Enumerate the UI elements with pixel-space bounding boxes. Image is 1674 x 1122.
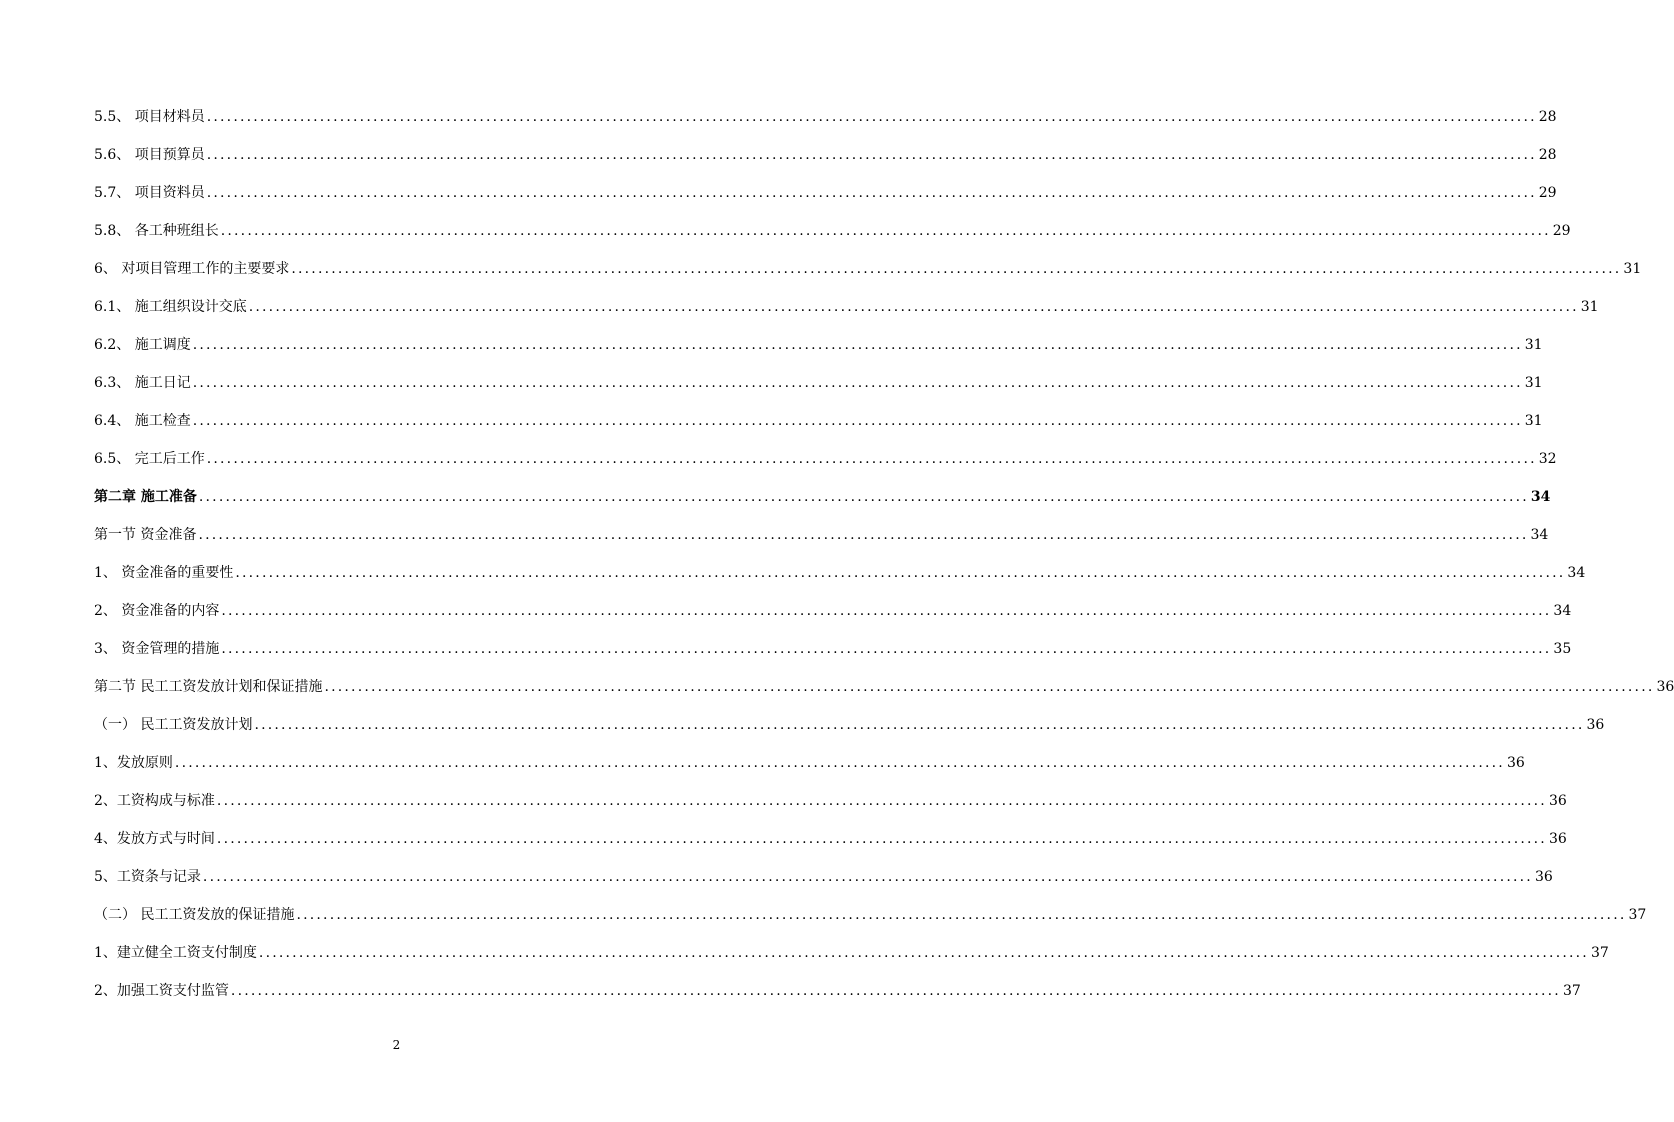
toc-page-number: 36 <box>1506 755 1525 771</box>
toc-chapter-entry[interactable] <box>94 478 1551 516</box>
toc-entry[interactable] <box>94 136 1557 174</box>
toc-entry-label: 5.5、 项目材料员 <box>94 109 205 125</box>
toc-entry-label: 6、 对项目管理工作的主要要求 <box>94 261 290 277</box>
toc-entry-label: 5.8、 各工种班组长 <box>94 223 219 239</box>
toc-page-number: 36 <box>1534 869 1553 885</box>
dot-leader: ........................................................................................................................................................................................................ <box>202 869 1533 885</box>
dot-leader: ........................................................................................................................................................................................................ <box>216 831 1547 847</box>
toc-entry-label: （一） 民工工资发放计划 <box>94 717 253 733</box>
dot-leader: ........................................................................................................................................................................................................ <box>324 679 1655 695</box>
toc-entry-label: 第二章 施工准备 <box>94 489 197 505</box>
dot-leader: ........................................................................................................................................................................................................ <box>198 489 1529 505</box>
dot-leader: ........................................................................................................................................................................................................ <box>198 527 1529 543</box>
toc-entry-label: 3、 资金管理的措施 <box>94 641 220 657</box>
toc-entry[interactable] <box>94 858 1553 896</box>
toc-entry-label: 2、工资构成与标准 <box>94 793 215 809</box>
toc-entry[interactable] <box>94 782 1567 820</box>
dot-leader: ........................................................................................................................................................................................................ <box>235 565 1566 581</box>
toc-entry[interactable] <box>94 212 1571 250</box>
toc-page-number: 36 <box>1548 831 1567 847</box>
dot-leader: ........................................................................................................................................................................................................ <box>291 261 1622 277</box>
toc-page-number: 32 <box>1538 451 1557 467</box>
toc-page-number: 31 <box>1580 299 1599 315</box>
dot-leader: ........................................................................................................................................................................................................ <box>206 147 1537 163</box>
toc-entry[interactable] <box>94 326 1543 364</box>
toc-page-number: 31 <box>1623 261 1642 277</box>
toc-page-number: 34 <box>1530 489 1551 505</box>
dot-leader: ........................................................................................................................................................................................................ <box>192 375 1523 391</box>
toc-entry-label: 6.1、 施工组织设计交底 <box>94 299 247 315</box>
toc-entry[interactable] <box>94 744 1525 782</box>
toc-entry[interactable] <box>94 440 1557 478</box>
toc-entry[interactable] <box>94 174 1557 212</box>
toc-entry[interactable] <box>94 516 1549 554</box>
toc-page-number: 29 <box>1538 185 1557 201</box>
toc-entry-label: 1、 资金准备的重要性 <box>94 565 234 581</box>
toc-entry-label: 5.7、 项目资料员 <box>94 185 205 201</box>
toc-entry-label: 5.6、 项目预算员 <box>94 147 205 163</box>
toc-entry[interactable] <box>94 896 1647 934</box>
toc-entry-label: 第二节 民工工资发放计划和保证措施 <box>94 679 323 695</box>
toc-entry-label: （二） 民工工资发放的保证措施 <box>94 907 295 923</box>
dot-leader: ........................................................................................................................................................................................................ <box>296 907 1627 923</box>
toc-page-number: 34 <box>1530 527 1549 543</box>
dot-leader: ........................................................................................................................................................................................................ <box>192 413 1523 429</box>
page-number: 2 <box>392 1038 401 1052</box>
toc-entry-label: 6.2、 施工调度 <box>94 337 191 353</box>
dot-leader: ........................................................................................................................................................................................................ <box>258 945 1589 961</box>
toc-entry-label: 6.5、 完工后工作 <box>94 451 205 467</box>
dot-leader: ........................................................................................................................................................................................................ <box>221 641 1552 657</box>
toc-entry[interactable] <box>94 554 1586 592</box>
toc-entry[interactable] <box>94 668 1674 706</box>
toc-page-number: 31 <box>1524 375 1543 391</box>
toc-page-number: 35 <box>1553 641 1572 657</box>
dot-leader: ........................................................................................................................................................................................................ <box>206 109 1537 125</box>
toc-entry[interactable] <box>94 592 1572 630</box>
toc-entry-label: 第一节 资金准备 <box>94 527 197 543</box>
toc-page-number: 34 <box>1567 565 1586 581</box>
toc-entry-label: 1、发放原则 <box>94 755 173 771</box>
toc-entry-label: 5、工资条与记录 <box>94 869 201 885</box>
dot-leader: ........................................................................................................................................................................................................ <box>254 717 1585 733</box>
toc-entry[interactable] <box>94 706 1605 744</box>
toc-page-number: 37 <box>1628 907 1647 923</box>
table-of-contents <box>94 98 1674 1010</box>
toc-page-number: 36 <box>1548 793 1567 809</box>
toc-entry[interactable] <box>94 98 1557 136</box>
toc-page-number: 28 <box>1538 147 1557 163</box>
dot-leader: ........................................................................................................................................................................................................ <box>216 793 1547 809</box>
toc-page-number: 36 <box>1586 717 1605 733</box>
dot-leader: ........................................................................................................................................................................................................ <box>206 451 1537 467</box>
toc-page-number: 29 <box>1552 223 1571 239</box>
toc-entry[interactable] <box>94 934 1609 972</box>
toc-page-number: 37 <box>1562 983 1581 999</box>
toc-entry[interactable] <box>94 364 1543 402</box>
toc-entry[interactable] <box>94 288 1599 326</box>
dot-leader: ........................................................................................................................................................................................................ <box>230 983 1561 999</box>
dot-leader: ........................................................................................................................................................................................................ <box>221 603 1552 619</box>
dot-leader: ........................................................................................................................................................................................................ <box>220 223 1551 239</box>
dot-leader: ........................................................................................................................................................................................................ <box>192 337 1523 353</box>
toc-entry-label: 6.3、 施工日记 <box>94 375 191 391</box>
toc-entry-label: 4、发放方式与时间 <box>94 831 215 847</box>
dot-leader: ........................................................................................................................................................................................................ <box>174 755 1505 771</box>
toc-entry[interactable] <box>94 972 1581 1010</box>
toc-page-number: 34 <box>1553 603 1572 619</box>
toc-entry[interactable] <box>94 250 1642 288</box>
toc-entry[interactable] <box>94 402 1543 440</box>
toc-page-number: 37 <box>1590 945 1609 961</box>
dot-leader: ........................................................................................................................................................................................................ <box>206 185 1537 201</box>
toc-entry[interactable] <box>94 630 1572 668</box>
toc-page-number: 28 <box>1538 109 1557 125</box>
toc-page-number: 36 <box>1656 679 1674 695</box>
toc-entry[interactable] <box>94 820 1567 858</box>
toc-entry-label: 1、建立健全工资支付制度 <box>94 945 257 961</box>
toc-entry-label: 2、 资金准备的内容 <box>94 603 220 619</box>
toc-entry-label: 2、加强工资支付监管 <box>94 983 229 999</box>
toc-page-number: 31 <box>1524 413 1543 429</box>
toc-entry-label: 6.4、 施工检查 <box>94 413 191 429</box>
toc-page-number: 31 <box>1524 337 1543 353</box>
dot-leader: ........................................................................................................................................................................................................ <box>248 299 1579 315</box>
